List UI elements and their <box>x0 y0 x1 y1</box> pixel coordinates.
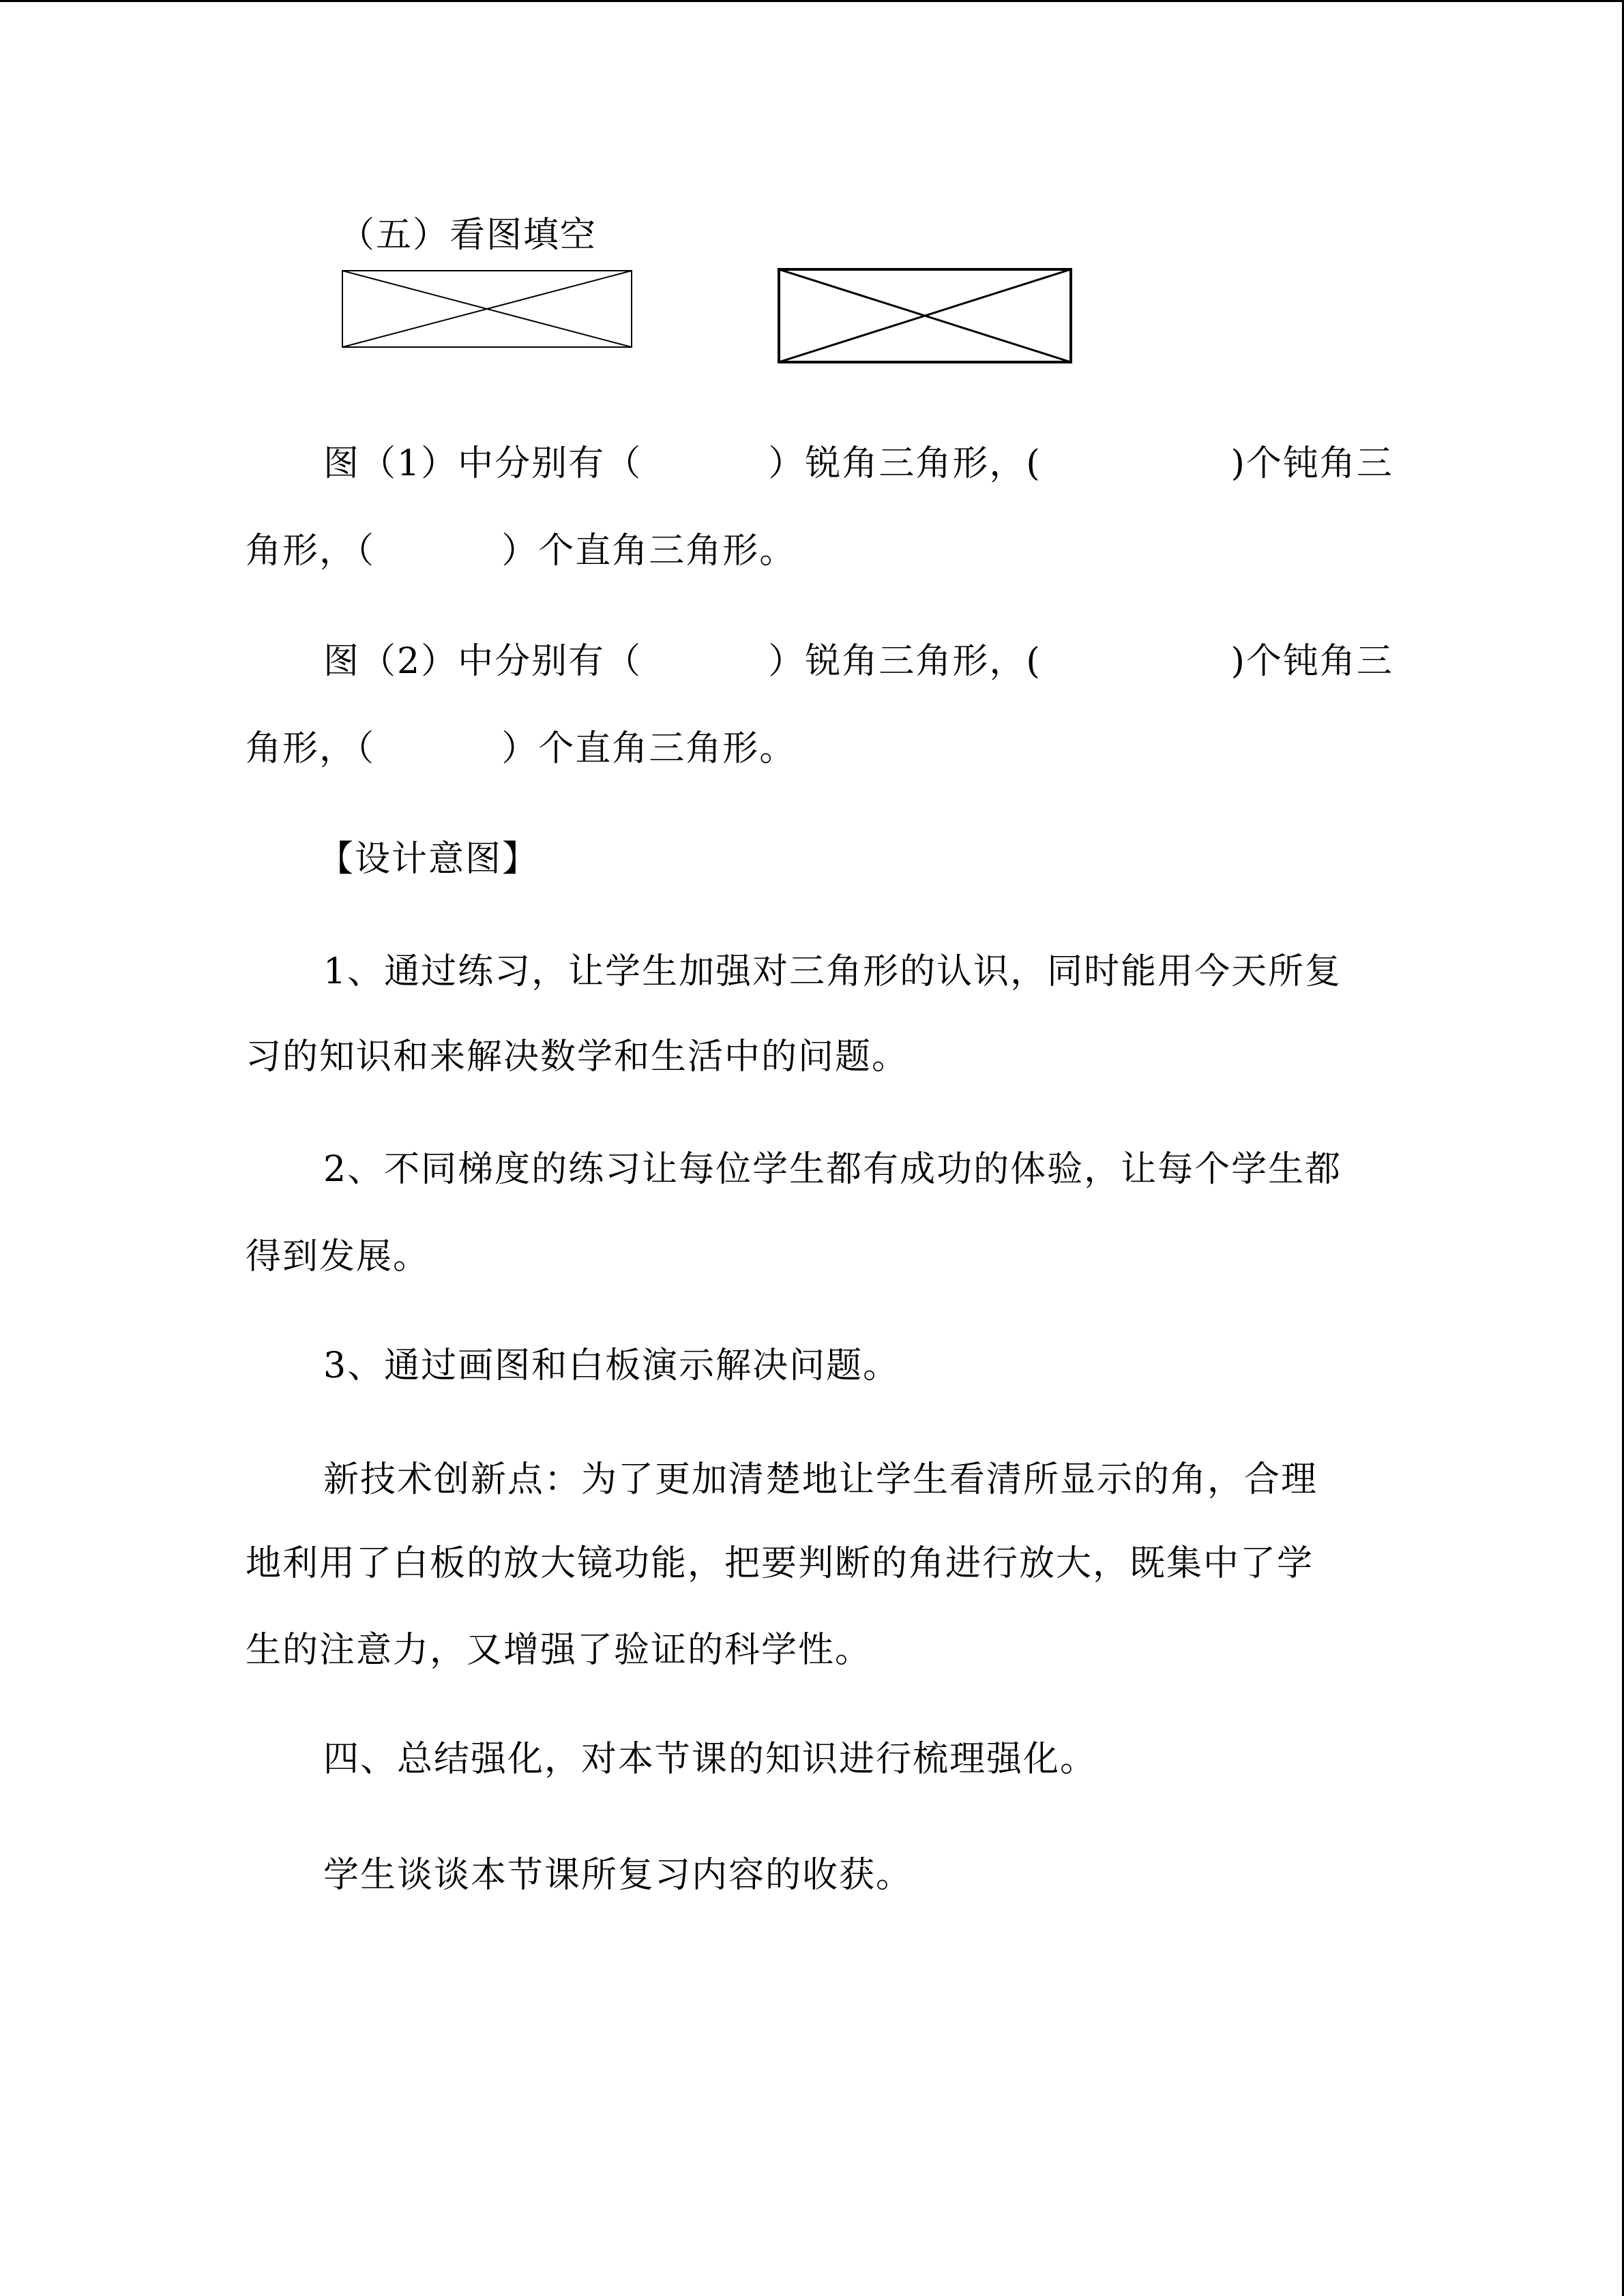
design-intent-title: 【设计意图】 <box>318 839 540 880</box>
design-point-2-line-1: 2、不同梯度的练习让每位学生都有成功的体验，让每个学生都 <box>323 1149 1342 1190</box>
design-point-2-line-2: 得到发展。 <box>246 1236 430 1277</box>
innovation-line-1: 新技术创新点：为了更加清楚地让学生看清所显示的角，合理 <box>323 1459 1318 1500</box>
question-2-line-2: 角形，（ ）个直角三角形。 <box>246 728 797 769</box>
innovation-line-2: 地利用了白板的放大镜功能，把要判断的角进行放大，既集中了学 <box>246 1543 1314 1584</box>
figure-2-rectangle <box>778 268 1074 365</box>
innovation-line-3: 生的注意力，又增强了验证的科学性。 <box>246 1630 872 1671</box>
page-top-border <box>0 0 1624 2</box>
design-point-1-line-1: 1、通过练习，让学生加强对三角形的认识，同时能用今天所复 <box>323 951 1342 992</box>
section-heading: （五）看图填空 <box>339 215 597 256</box>
summary-heading: 四、总结强化，对本节课的知识进行梳理强化。 <box>323 1739 1097 1780</box>
question-1-line-1: 图（1）中分别有（ ）锐角三角形，( )个钝角三 <box>323 443 1393 484</box>
question-1-line-2: 角形，（ ）个直角三角形。 <box>246 531 797 571</box>
student-reflection: 学生谈谈本节课所复习内容的收获。 <box>323 1855 913 1896</box>
design-point-3: 3、通过画图和白板演示解决问题。 <box>323 1345 900 1386</box>
figure-1-rectangle <box>341 269 634 351</box>
design-point-1-line-2: 习的知识和来解决数学和生活中的问题。 <box>246 1037 909 1077</box>
question-2-line-1: 图（2）中分别有（ ）锐角三角形，( )个钝角三 <box>323 641 1393 682</box>
